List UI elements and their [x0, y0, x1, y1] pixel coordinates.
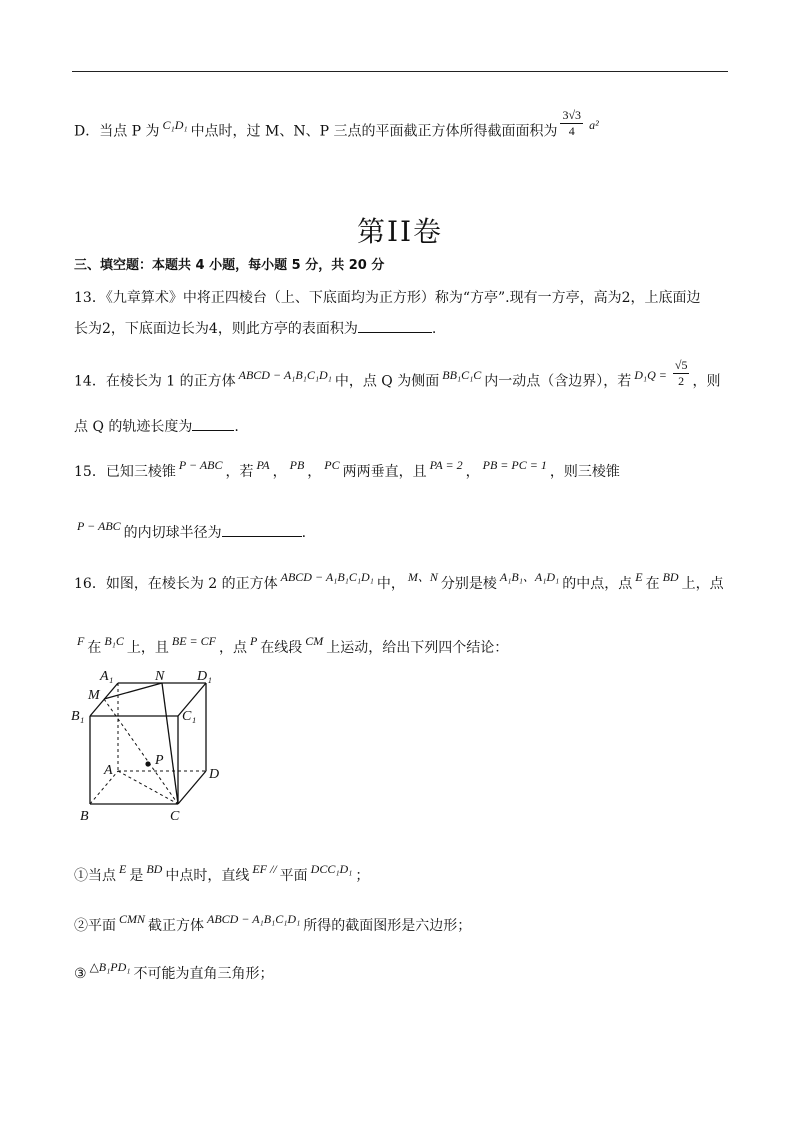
q16-text: 上，且: [126, 640, 169, 656]
math-plane: DCC₁D₁: [310, 862, 353, 876]
label-p: P: [155, 753, 164, 768]
math-be-cf: BE = CF: [171, 634, 216, 648]
q15-text: ，则三棱锥: [549, 464, 620, 480]
page-title: 第II卷: [356, 215, 444, 248]
label-n: N: [155, 669, 165, 684]
point-p: [145, 761, 150, 766]
label-m: M: [88, 688, 100, 703]
c3-text: 不可能为直角三角形；: [133, 966, 274, 982]
q15-text: ，: [465, 464, 480, 480]
math-pa-eq: PA = 2: [429, 458, 463, 472]
label-c: C: [170, 809, 180, 824]
q15-text: 的内切球半径为: [123, 525, 222, 541]
c2-text: 截正方体: [148, 918, 205, 934]
q16-text: 在: [87, 640, 102, 656]
q16-text: 在线段: [260, 640, 303, 656]
math-pa: PA: [256, 458, 270, 472]
q16-text: ，点: [218, 640, 247, 656]
q14-text: 14．在棱长为 1 的正方体: [74, 373, 236, 390]
q16-text: 分别是棱: [440, 576, 497, 592]
frac-num: √5: [674, 358, 688, 372]
math-triangle: △B₁PD₁: [89, 960, 131, 974]
c1-text: 是: [129, 868, 144, 884]
q15-text: 15．已知三棱锥: [74, 464, 176, 480]
math-e: E: [635, 570, 643, 584]
option-d-text-2: 中点时，过 M、N、P 三点的平面截正方体所得截面面积为: [190, 123, 558, 140]
label-a: A: [104, 763, 113, 778]
math-d1q: D₁Q =: [634, 367, 667, 382]
q16-text: 上运动，给出下列四个结论：: [326, 640, 509, 656]
label-d: D: [209, 767, 220, 782]
q16-text: 中，: [376, 576, 405, 592]
c1-text: 平面: [279, 868, 308, 884]
q15-text: ，: [307, 464, 322, 480]
math-ef-parallel: EF //: [252, 862, 277, 876]
option-d-text: D．当点 P 为: [74, 123, 160, 140]
q13-line1: 13．《九章算术》中将正四棱台（上、下底面均为正方形）称为“方亭”.现有一方亭，高为2，上底面边: [74, 290, 701, 306]
q15-text: ，: [272, 464, 287, 480]
conclusion-2: [74, 912, 472, 936]
frac-num: 3√3: [562, 108, 582, 122]
frac-den: 4: [568, 124, 575, 138]
math-bd: BD: [662, 570, 679, 584]
q13-text: 长为2，下底面边长为4，则此方亭的表面积为: [74, 321, 358, 337]
q16-text: 上，点: [681, 576, 724, 592]
math-f: F: [77, 634, 85, 648]
math-b1c: B₁C: [104, 634, 124, 648]
q15-period: .: [301, 525, 307, 541]
c3-text: ③: [74, 966, 87, 982]
math-edges: A₁B₁、A₁D₁: [499, 570, 560, 584]
label-a1: A₁: [100, 669, 114, 684]
math-bd: BD: [146, 862, 163, 876]
section-header: 三、填空题：本题共 4 小题，每小题 5 分，共 20 分: [74, 258, 385, 273]
segment-mn: [104, 683, 162, 699]
math-p: P: [249, 634, 258, 648]
q15-text: ，若: [225, 464, 254, 480]
math-face: BB₁C₁C: [442, 367, 482, 382]
label-c1: C₁: [182, 709, 197, 724]
segment-mc: [104, 699, 178, 804]
math-cmn: CMN: [119, 912, 146, 926]
math-c1d1: C₁D₁: [162, 117, 188, 132]
math-pyramid: P − ABC: [77, 519, 121, 533]
q13-period: .: [431, 321, 437, 337]
c1-text: ①当点: [74, 868, 116, 884]
math-pb-pc-eq: PB = PC = 1: [482, 458, 547, 472]
segment-ac: [118, 771, 178, 804]
c2-text: 所得的截面图形是六边形；: [303, 918, 472, 934]
c2-text: ②平面: [74, 918, 116, 934]
q14-text-4: ，则: [692, 373, 721, 390]
math-pb: PB: [289, 458, 305, 472]
math-cm: CM: [305, 634, 324, 648]
q14-period: .: [234, 419, 239, 435]
q16-text: 在: [645, 576, 660, 592]
q16-text: 16．如图，在棱长为 2 的正方体: [74, 576, 278, 592]
math-cube: ABCD − A₁B₁C₁D₁: [280, 570, 374, 584]
edge-cd: [178, 771, 206, 804]
conclusion-1: [74, 862, 370, 886]
math-mn: M、N: [407, 570, 438, 584]
math-pyramid: P − ABC: [178, 458, 223, 472]
q14-text-2: 中，点 Q 为侧面: [334, 373, 440, 390]
q14-text-5: 点 Q 的轨迹长度为: [74, 419, 193, 435]
math-a-squared: a²: [589, 117, 599, 132]
q16-text: 的中点，点: [562, 576, 633, 592]
c1-text: ；: [355, 868, 370, 884]
math-pc: PC: [324, 458, 340, 472]
segment-nc: [162, 683, 178, 804]
label-b: B: [80, 809, 89, 824]
math-e: E: [119, 862, 127, 876]
frac-den: 2: [678, 374, 685, 388]
c1-text: 中点时，直线: [165, 868, 250, 884]
math-cube: ABCD − A₁B₁C₁D₁: [207, 912, 301, 926]
label-b1: B₁: [71, 709, 85, 724]
math-cube: ABCD − A₁B₁C₁D₁: [238, 367, 332, 382]
q14-text-3: 内一动点（含边界），若: [484, 373, 632, 390]
conclusion-3: [74, 960, 274, 984]
label-d1: D₁: [197, 669, 212, 684]
q15-text: 两两垂直，且: [342, 464, 427, 480]
